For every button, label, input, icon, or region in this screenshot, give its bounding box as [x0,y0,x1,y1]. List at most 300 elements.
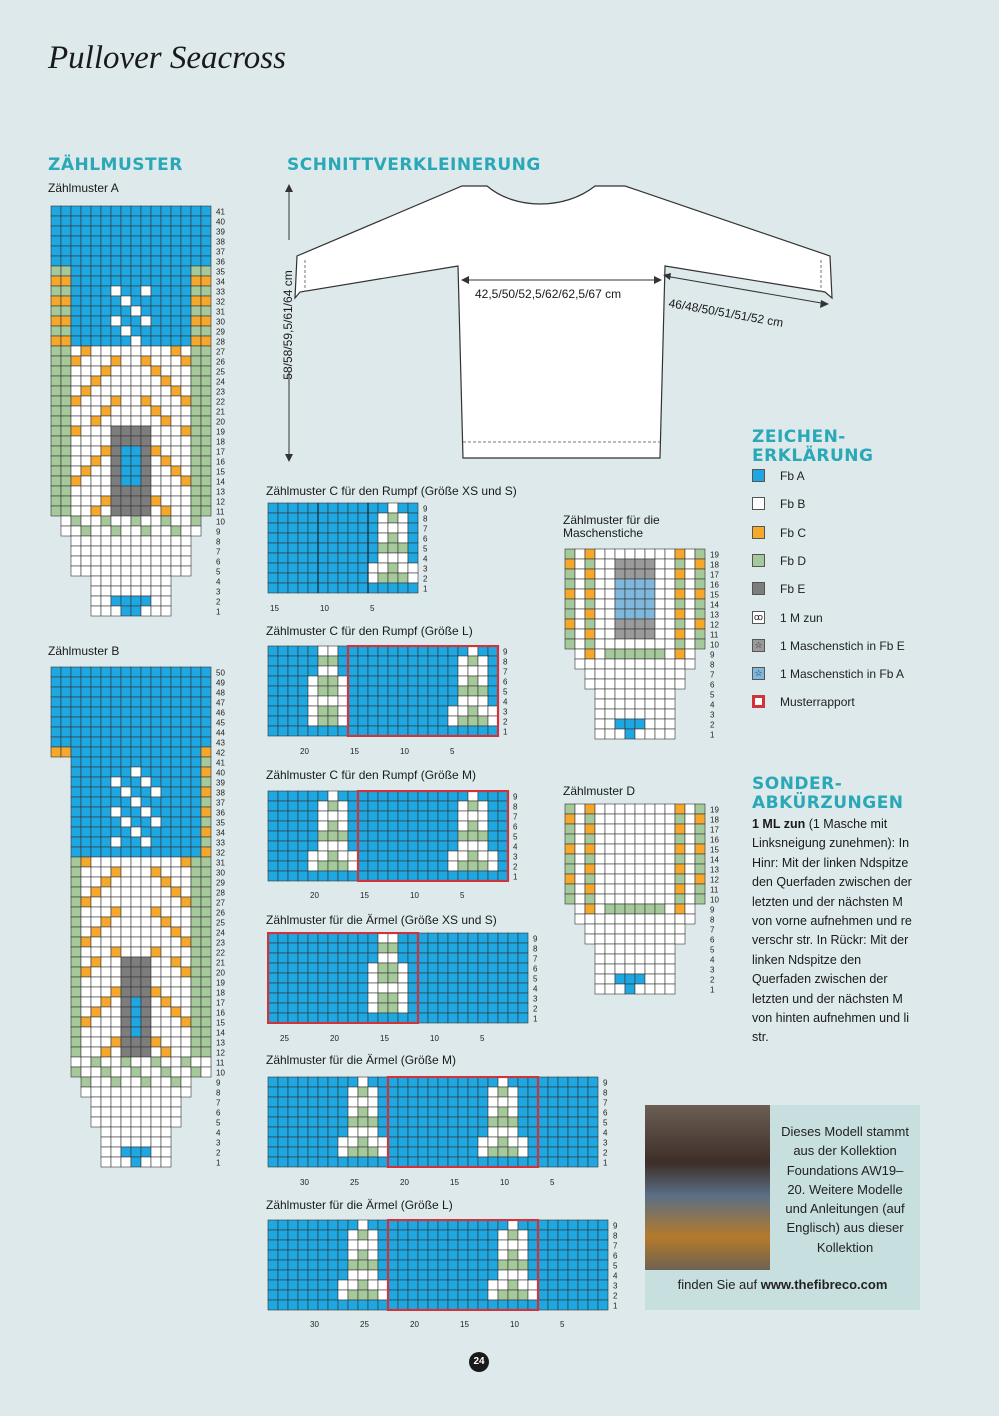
stitch-cell [478,1290,488,1300]
stitch-cell [308,1147,318,1157]
row-number: 48 [216,688,225,698]
stitch-cell [615,904,625,914]
stitch-cell [288,973,298,983]
stitch-cell [685,914,695,924]
stitch-cell [91,366,101,376]
stitch-cell [318,821,328,831]
stitch-cell [91,236,101,246]
stitch-cell [51,226,61,236]
stitch-cell [131,536,141,546]
stitch-cell [428,1127,438,1137]
stitch-cell [151,286,161,296]
stitch-cell [665,934,675,944]
stitch-cell [141,286,151,296]
stitch-cell [378,676,388,686]
stitch-cell [318,851,328,861]
stitch-cell [645,814,655,824]
stitch-cell [131,496,141,506]
stitch-cell [61,356,71,366]
stitch-cell [131,757,141,767]
stitch-cell [508,1290,518,1300]
row-number: 24 [216,928,225,938]
stitch-cell [368,1240,378,1250]
stitch-cell [141,396,151,406]
legend-label: Fb E [780,582,806,597]
stitch-cell [131,356,141,366]
stitch-cell [488,851,498,861]
stitch-cell [191,697,201,707]
stitch-cell [151,336,161,346]
column-number: 15 [270,604,279,613]
stitch-cell [131,296,141,306]
row-number: 8 [503,657,508,667]
stitch-cell [635,689,645,699]
stitch-cell [585,894,595,904]
stitch-cell [298,943,308,953]
stitch-cell [685,814,695,824]
stitch-cell [81,667,91,677]
stitch-cell [338,1220,348,1230]
stitch-cell [278,1270,288,1280]
stitch-cell [201,867,211,877]
stitch-cell [625,729,635,739]
stitch-cell [438,1077,448,1087]
stitch-cell [71,717,81,727]
stitch-cell [488,696,498,706]
stitch-cell [348,1230,358,1240]
promo-url-link[interactable]: www.thefibreco.com [760,1277,888,1292]
stitch-cell [61,486,71,496]
stitch-cell [111,1117,121,1127]
stitch-cell [418,973,428,983]
stitch-cell [358,993,368,1003]
stitch-cell [201,687,211,697]
stitch-cell [338,841,348,851]
stitch-cell [61,737,71,747]
stitch-cell [685,589,695,599]
stitch-cell [191,216,201,226]
stitch-cell [121,687,131,697]
stitch-cell [161,977,171,987]
stitch-cell [568,1127,578,1137]
stitch-cell [448,821,458,831]
stitch-cell [498,1097,508,1107]
stitch-cell [81,887,91,897]
stitch-cell [438,871,448,881]
stitch-cell [201,416,211,426]
column-number: 20 [410,1320,419,1329]
stitch-cell [201,276,211,286]
column-number: 20 [330,1034,339,1043]
stitch-cell [81,406,91,416]
row-number: 1 [216,1158,221,1168]
stitch-cell [201,717,211,727]
stitch-cell [498,1117,508,1127]
stitch-cell [318,861,328,871]
stitch-cell [298,563,308,573]
stitch-cell [91,276,101,286]
stitch-cell [468,861,478,871]
stitch-cell [408,831,418,841]
stitch-cell [578,1137,588,1147]
stitch-cell [578,1087,588,1097]
stitch-cell [191,897,201,907]
stitch-cell [161,1107,171,1117]
stitch-cell [448,1250,458,1260]
legend-swatch [752,497,765,510]
stitch-cell [575,844,585,854]
stitch-cell [298,686,308,696]
stitch-cell [81,897,91,907]
stitch-cell [615,894,625,904]
stitch-cell [428,666,438,676]
stitch-cell [71,787,81,797]
stitch-cell [298,841,308,851]
stitch-cell [625,559,635,569]
stitch-cell [71,847,81,857]
stitch-cell [171,807,181,817]
stitch-cell [171,1047,181,1057]
stitch-cell [111,466,121,476]
stitch-cell [121,907,131,917]
stitch-cell [91,566,101,576]
stitch-cell [151,727,161,737]
stitch-cell [171,907,181,917]
stitch-cell [538,1147,548,1157]
stitch-cell [568,1270,578,1280]
stitch-cell [141,827,151,837]
stitch-cell [635,894,645,904]
stitch-cell [595,719,605,729]
stitch-cell [181,326,191,336]
stitch-cell [408,861,418,871]
stitch-cell [171,787,181,797]
stitch-cell [121,386,131,396]
stitch-cell [498,1300,508,1310]
stitch-cell [575,629,585,639]
stitch-cell [478,676,488,686]
stitch-cell [191,506,201,516]
stitch-cell [308,513,318,523]
stitch-cell [675,864,685,874]
stitch-cell [675,579,685,589]
stitch-cell [338,963,348,973]
stitch-cell [368,1260,378,1270]
row-number: 10 [710,895,719,905]
stitch-cell [101,917,111,927]
stitch-cell [488,666,498,676]
stitch-cell [388,1127,398,1137]
stitch-cell [81,456,91,466]
row-number: 11 [710,885,719,895]
row-number: 25 [216,918,225,928]
stitch-cell [348,841,358,851]
stitch-cell [171,1017,181,1027]
stitch-cell [191,957,201,967]
stitch-cell [191,917,201,927]
stitch-cell [468,666,478,676]
stitch-cell [278,1300,288,1310]
column-number: 25 [360,1320,369,1329]
stitch-cell [338,1250,348,1260]
stitch-cell [318,676,328,686]
stitch-cell [348,1077,358,1087]
stitch-cell [141,216,151,226]
stitch-cell [161,707,171,717]
stitch-cell [408,801,418,811]
stitch-cell [181,416,191,426]
stitch-cell [338,1097,348,1107]
stitch-cell [201,1067,211,1077]
stitch-cell [121,1117,131,1127]
stitch-cell [635,729,645,739]
stitch-cell [161,827,171,837]
stitch-cell [615,649,625,659]
stitch-cell [538,1250,548,1260]
stitch-cell [171,246,181,256]
column-number: 10 [320,604,329,613]
legend-swatch: ꝏ [753,611,764,622]
row-number: 7 [533,954,538,964]
stitch-cell [121,917,131,927]
stitch-cell [635,804,645,814]
stitch-cell [131,767,141,777]
stitch-cell [71,296,81,306]
stitch-cell [585,854,595,864]
stitch-cell [685,659,695,669]
stitch-cell [388,861,398,871]
row-number: 10 [216,1068,225,1078]
stitch-cell [665,834,675,844]
stitch-cell [101,446,111,456]
stitch-cell [131,987,141,997]
stitch-cell [308,1013,318,1023]
stitch-cell [101,316,111,326]
stitch-cell [161,897,171,907]
stitch-cell [151,877,161,887]
stitch-cell [408,933,418,943]
stitch-cell [181,747,191,757]
stitch-cell [468,851,478,861]
stitch-cell [278,1013,288,1023]
stitch-cell [685,609,695,619]
stitch-cell [151,1057,161,1067]
row-number: 9 [513,792,518,802]
stitch-cell [171,1037,181,1047]
stitch-cell [101,486,111,496]
stitch-cell [171,556,181,566]
stitch-cell [408,686,418,696]
stitch-cell [191,266,201,276]
stitch-cell [161,1157,171,1167]
stitch-cell [625,824,635,834]
stitch-cell [268,553,278,563]
stitch-cell [358,983,368,993]
stitch-cell [51,677,61,687]
stitch-cell [598,1300,608,1310]
stitch-cell [171,817,181,827]
stitch-cell [91,516,101,526]
stitch-cell [518,1087,528,1097]
stitch-cell [448,1003,458,1013]
stitch-cell [665,709,675,719]
stitch-cell [328,861,338,871]
stitch-cell [141,576,151,586]
stitch-cell [378,1137,388,1147]
stitch-cell [161,316,171,326]
schnitt-heading: SCHNITTVERKLEINERUNG [287,155,541,175]
stitch-cell [101,296,111,306]
stitch-cell [51,366,61,376]
stitch-cell [655,934,665,944]
stitch-cell [528,1260,538,1270]
stitch-cell [151,456,161,466]
stitch-cell [288,1220,298,1230]
stitch-cell [615,854,625,864]
stitch-cell [358,676,368,686]
stitch-cell [458,726,468,736]
stitch-cell [498,1013,508,1023]
stitch-cell [685,894,695,904]
column-number: 25 [350,1178,359,1187]
stitch-cell [645,804,655,814]
stitch-cell [625,619,635,629]
stitch-cell [201,346,211,356]
stitch-cell [71,356,81,366]
stitch-cell [368,831,378,841]
stitch-cell [478,1077,488,1087]
stitch-cell [605,549,615,559]
stitch-cell [595,814,605,824]
row-number: 23 [216,387,225,397]
stitch-cell [448,696,458,706]
stitch-cell [368,1013,378,1023]
stitch-cell [288,1147,298,1157]
stitch-cell [498,871,508,881]
stitch-cell [298,1097,308,1107]
stitch-cell [558,1077,568,1087]
legend-label: Fb D [780,553,807,568]
stitch-cell [368,943,378,953]
stitch-cell [151,236,161,246]
legend-label: Fb A [780,469,805,483]
stitch-cell [101,857,111,867]
stitch-cell [685,804,695,814]
stitch-cell [695,609,705,619]
stitch-cell [121,787,131,797]
stitch-cell [645,559,655,569]
stitch-cell [588,1107,598,1117]
stitch-cell [645,974,655,984]
stitch-cell [635,569,645,579]
stitch-cell [348,543,358,553]
stitch-cell [161,206,171,216]
stitch-cell [151,1067,161,1077]
stitch-cell [201,376,211,386]
stitch-cell [161,1077,171,1087]
stitch-cell [161,917,171,927]
stitch-cell [61,496,71,506]
stitch-cell [151,957,161,967]
stitch-cell [91,777,101,787]
stitch-cell [288,686,298,696]
stitch-cell [278,726,288,736]
stitch-cell [181,797,191,807]
stitch-cell [635,709,645,719]
stitch-cell [368,1147,378,1157]
stitch-cell [181,566,191,576]
stitch-cell [71,1017,81,1027]
stitch-cell [81,1007,91,1017]
stitch-cell [655,904,665,914]
stitch-cell [518,1107,528,1117]
stitch-cell [101,216,111,226]
stitch-cell [348,1147,358,1157]
stitch-cell [488,726,498,736]
stitch-cell [665,669,675,679]
stitch-cell [191,1017,201,1027]
row-number: 1 [603,1158,608,1168]
stitch-cell [338,871,348,881]
stitch-cell [568,1137,578,1147]
stitch-cell [111,206,121,216]
stitch-cell [278,656,288,666]
stitch-cell [268,563,278,573]
stitch-cell [368,716,378,726]
stitch-cell [398,933,408,943]
stitch-cell [191,366,201,376]
row-number: 6 [710,935,715,945]
stitch-cell [131,466,141,476]
stitch-cell [91,937,101,947]
stitch-cell [458,801,468,811]
stitch-cell [181,1037,191,1047]
stitch-cell [171,226,181,236]
stitch-cell [358,726,368,736]
stitch-cell [438,1280,448,1290]
stitch-cell [388,1137,398,1147]
stitch-cell [288,861,298,871]
stitch-cell [111,677,121,687]
stitch-cell [171,717,181,727]
stitch-cell [201,697,211,707]
row-number: 12 [216,1048,225,1058]
stitch-cell [318,953,328,963]
row-number: 13 [216,1038,225,1048]
stitch-cell [378,523,388,533]
stitch-cell [201,857,211,867]
stitch-cell [575,649,585,659]
stitch-cell [615,804,625,814]
stitch-cell [111,777,121,787]
stitch-cell [91,1047,101,1057]
stitch-cell [498,1107,508,1117]
stitch-cell [398,1077,408,1087]
stitch-cell [358,831,368,841]
stitch-cell [298,1290,308,1300]
stitch-cell [81,396,91,406]
stitch-cell [388,513,398,523]
stitch-cell [268,686,278,696]
stitch-cell [418,831,428,841]
stitch-cell [438,676,448,686]
row-number: 14 [216,1028,225,1038]
column-number: 15 [380,1034,389,1043]
stitch-cell [348,563,358,573]
stitch-cell [308,801,318,811]
stitch-cell [161,496,171,506]
stitch-cell [458,1300,468,1310]
